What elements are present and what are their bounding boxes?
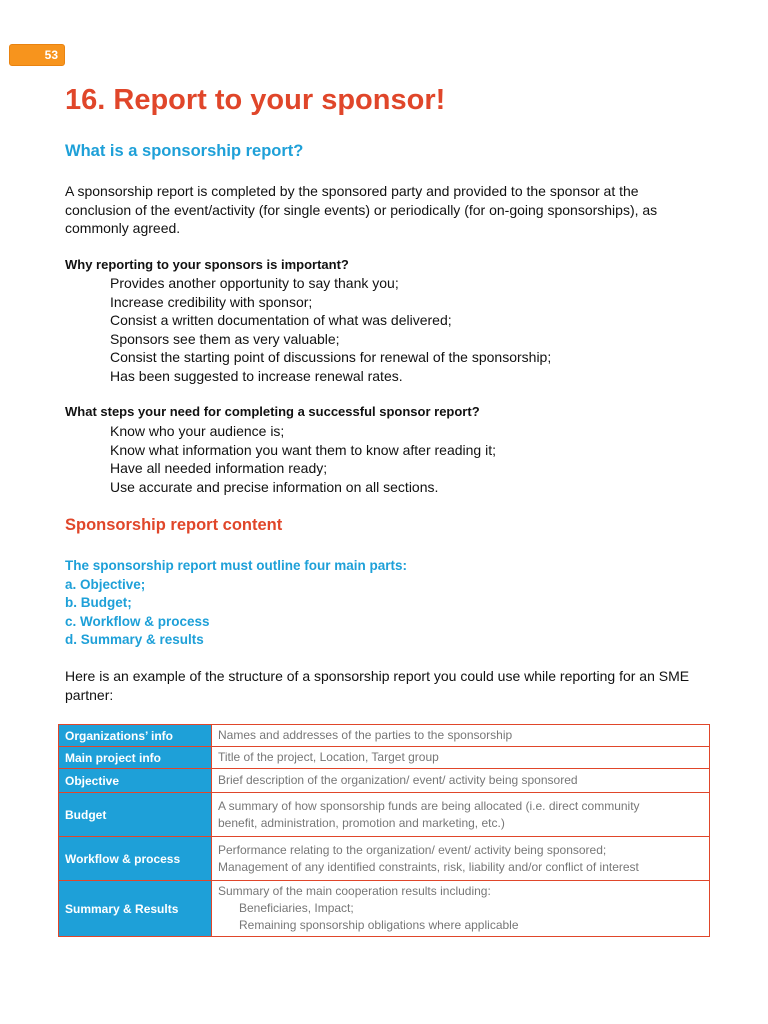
row-description: [212, 881, 710, 937]
row-label: Budget: [59, 793, 212, 837]
why-list-item: Has been suggested to increase renewal rates.: [110, 367, 403, 384]
description-line: A summary of how sponsorship funds are being allocated (i.e. direct community: [218, 798, 640, 813]
table-row: [59, 769, 710, 793]
page-number-badge: 53: [9, 44, 65, 66]
why-list-item: Consist the starting point of discussions for renewal of the sponsorship;: [110, 349, 552, 365]
why-list-item: Consist a written documentation of what was delivered;: [110, 312, 452, 328]
row-description: [212, 837, 710, 881]
description-line: Names and addresses of the parties to the sponsorship: [218, 728, 513, 742]
row-label: Main project info: [59, 747, 212, 769]
intro-paragraph: A sponsorship report is completed by the sponsored party and provided to the sponsor at the conclusion of the event/activity (for single events) or periodically (for on-going sponsorships), as commonly agreed.: [65, 183, 658, 236]
report-structure-table: [58, 724, 710, 937]
table-row: [59, 747, 710, 769]
table-row: [59, 725, 710, 747]
row-description: [212, 769, 710, 793]
steps-list-item: Know who your audience is;: [110, 423, 285, 439]
parts-list-item: c. Workflow & process: [65, 613, 210, 629]
row-description: [212, 725, 710, 747]
parts-intro: The sponsorship report must outline four main parts:: [65, 558, 408, 573]
section-heading-what-is: What is a sponsorship report?: [65, 142, 304, 160]
steps-question: What steps your need for completing a successful sponsor report?: [65, 404, 480, 419]
parts-list: [65, 557, 407, 650]
example-paragraph: Here is an example of the structure of a sponsorship report you could use while reporting for an SME partner:: [65, 668, 690, 703]
description-line: Management of any identified constraints, risk, liability and/or conflict of interest: [218, 859, 639, 874]
steps-list-item: Have all needed information ready;: [110, 460, 328, 476]
why-list: [110, 274, 551, 385]
why-list-item: Sponsors see them as very valuable;: [110, 330, 340, 347]
row-label: Objective: [59, 769, 212, 793]
row-label: Workflow & process: [59, 837, 212, 881]
description-line: Remaining sponsorship obligations where applicable: [239, 918, 519, 932]
page-title: 16. Report to your sponsor!: [65, 84, 446, 116]
steps-list: [110, 422, 496, 496]
table-row: [59, 837, 710, 881]
parts-list-item: a. Objective;: [65, 576, 146, 592]
table-row: [59, 793, 710, 837]
why-list-item: Increase credibility with sponsor;: [110, 293, 313, 310]
table-row: [59, 881, 710, 937]
why-question: Why reporting to your sponsors is important?: [65, 257, 349, 272]
description-line: Brief description of the organization/ event/ activity being sponsored: [218, 773, 578, 787]
description-line: benefit, administration, promotion and marketing, etc.): [218, 815, 505, 830]
row-description: [212, 793, 710, 837]
description-line: Beneficiaries, Impact;: [239, 901, 354, 915]
section-heading-content: Sponsorship report content: [65, 516, 283, 534]
steps-list-item: Use accurate and precise information on all sections.: [110, 478, 439, 495]
row-label: Organizations’ info: [59, 725, 212, 747]
description-line: Performance relating to the organization/ event/ activity being sponsored;: [218, 842, 607, 857]
description-line: Summary of the main cooperation results including:: [218, 884, 491, 898]
steps-list-item: Know what information you want them to know after reading it;: [110, 441, 496, 458]
description-line: Title of the project, Location, Target group: [218, 750, 439, 764]
why-list-item: Provides another opportunity to say thank you;: [110, 275, 399, 291]
parts-list-item: d. Summary & results: [65, 632, 204, 647]
row-label: Summary & Results: [59, 881, 212, 937]
row-description: [212, 747, 710, 769]
parts-list-item: b. Budget;: [65, 595, 132, 610]
